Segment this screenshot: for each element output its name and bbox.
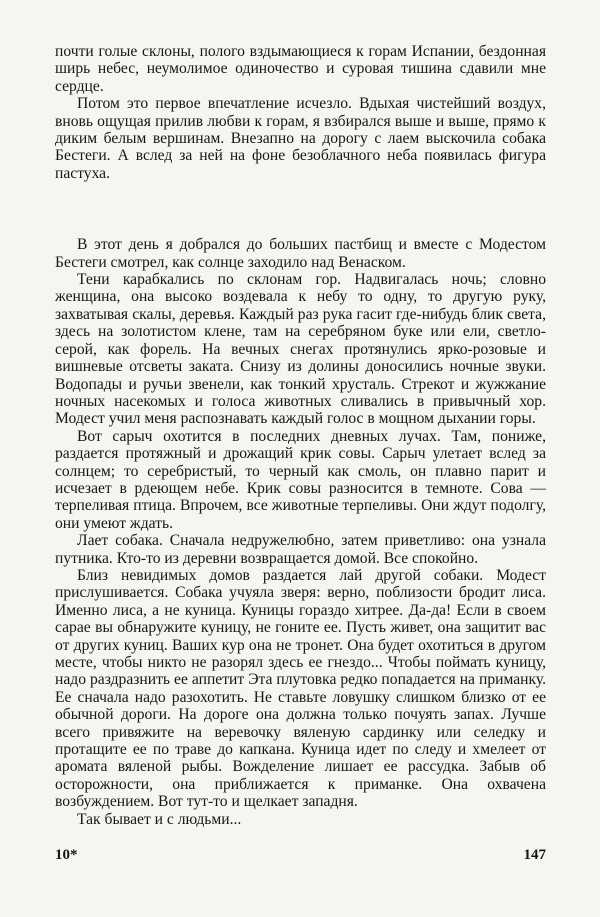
section-2	[55, 236, 546, 828]
signature-mark: 10*	[55, 847, 78, 863]
paragraph: Близ невидимых домов раздается лай другой собаки. Модест прислушивается. Собака учуяла зверя: верно, поблизости бродит лиса. Именно лиса, а не куница. Куницы гораздо хитрее. Да-да! Если в своем сарае вы обнаружите куницу, не гоните ее. Пусть живет, она защитит вас от других куниц. Ваших кур она не тронет. Она будет охотиться в другом месте, чтобы никто не разорял здесь ее гнездо... Чтобы поймать куницу, надо раздразнить ее аппетит Эта плутовка редко попадается на приманку. Ее сначала надо разохотить. Не ставьте ловушку слишком близко от ее обычной дороги. На дороге она должна только почуять запах. Лучше всего привяжите на веревочку вяленую сардинку или селедку и протащите ее по траве до капкана. Куница идет по следу и хмелеет от аромата вяленой рыбы. Вожделение лишает ее рассудка. Забыв об осторожности, она приближается к приманке. Она охвачена возбуждением. Вот тут-то и щелкает западня.	[55, 566, 546, 811]
page-footer	[55, 847, 546, 864]
paragraph: В этот день я добрался до больших пастбищ и вместе с Модестом Бестеги смотрел, как солнце заходило над Венаском.	[55, 236, 546, 271]
paragraph: почти голые склоны, полого вздымающиеся к горам Испании, бездонная ширь небес, неумолимое одиночество и суровая тишина сдавили мне сердце.	[55, 43, 546, 95]
paragraph: Тени карабкались по склонам гор. Надвигалась ночь; словно женщина, она высоко воздевала к небу то одну, то другую руку, захватывая скалы, деревья. Каждый раз рука гасит где-нибудь блик света, здесь на золотистом клене, там на серебряном буке или ели, светло-серой, как форель. На вечных снегах протянулись ярко-розовые и вишневые отсветы заката. Снизу из долины доносились ночные звуки. Водопады и ручьи звенели, как тонкий хрусталь. Стрекот и жужжание ночных насекомых и голоса животных сливались в привычный хор. Модест учил меня распознавать каждый голос в мощном дыхании горы.	[55, 271, 546, 428]
page-number: 147	[523, 847, 546, 863]
paragraph: Потом это первое впечатление исчезло. Вдыхая чистейший воздух, вновь ощущая прилив любви к горам, я взбирался выше и выше, прямо к диким белым вершинам. Внезапно на дорогу с лаем выскочила собака Бестеги. А вслед за ней на фоне безоблачного неба появилась фигура пастуха.	[55, 95, 546, 182]
paragraph: Так бывает и с людьми...	[77, 810, 242, 828]
paragraph: Вот сарыч охотится в последних дневных лучах. Там, пониже, раздается протяжный и дрожащий крик совы. Сарыч улетает вслед за солнцем; то серебристый, то черный как смоль, он плавно парит и исчезает в рдеющем небе. Крик совы разносится в темноте. Сова — терпеливая птица. Впрочем, все животные терпеливы. Они ждут подолгу, они умеют ждать.	[55, 427, 546, 532]
section-1	[55, 43, 546, 182]
section-break	[55, 182, 546, 236]
paragraph: Лает собака. Сначала недружелюбно, затем приветливо: она узнала путника. Кто-то из деревни возвращается домой. Все спокойно.	[55, 532, 546, 567]
